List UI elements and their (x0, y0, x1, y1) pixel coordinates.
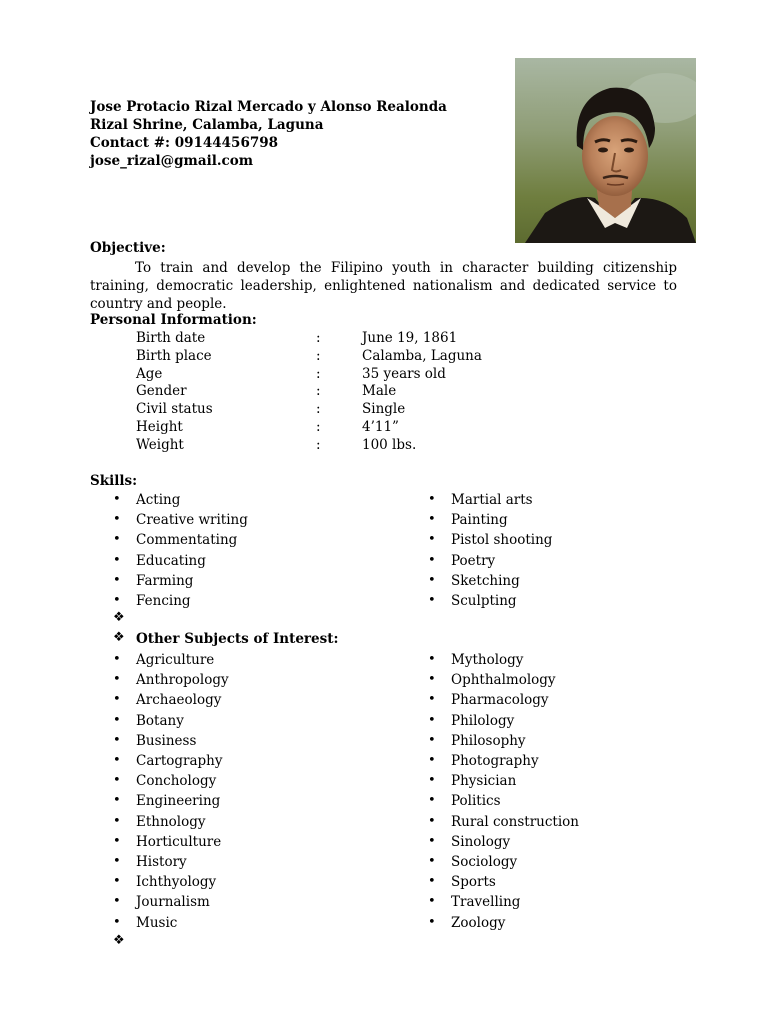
applicant-email: jose_rizal@gmail.com (90, 153, 254, 169)
bullet-icon: • (428, 773, 436, 789)
header-block (90, 98, 447, 170)
subject-label: Business (136, 732, 197, 749)
info-label: Gender (136, 383, 187, 400)
info-label: Birth date (136, 330, 206, 346)
bullet-icon: • (428, 894, 436, 910)
subject-label: Philosophy (451, 732, 526, 749)
objective-title: Objective: (90, 240, 166, 256)
skill-label: Pistol shooting (451, 532, 553, 549)
skill-label: Sketching (451, 572, 520, 589)
subject-label: Sinology (451, 833, 511, 850)
bullet-icon: • (113, 652, 121, 667)
personal-info-row (136, 330, 536, 348)
info-value: Male (362, 383, 397, 400)
bullet-icon: • (428, 914, 436, 930)
skill-label: Sculpting (451, 593, 517, 609)
info-colon: : (316, 419, 321, 435)
bullet-icon: • (428, 512, 436, 528)
diamond-bullet-icon: ❖ (113, 610, 125, 625)
info-value: Calamba, Laguna (362, 347, 482, 364)
bullet-icon: • (428, 552, 436, 568)
bullet-icon: • (113, 732, 121, 748)
subject-label: Ophthalmology (451, 672, 556, 689)
skill-label: Educating (136, 552, 206, 569)
subject-label: Zoology (451, 914, 506, 931)
subject-label: Travelling (451, 894, 521, 911)
info-colon: : (316, 330, 321, 346)
info-label: Weight (136, 436, 184, 453)
bullet-icon: • (428, 793, 436, 809)
bullet-icon: • (113, 894, 121, 910)
subject-label: Pharmacology (451, 692, 549, 709)
subject-label: Physician (451, 773, 517, 790)
info-label: Birth place (136, 347, 212, 364)
bullet-icon: • (428, 753, 436, 768)
diamond-bullet-icon: ❖ (113, 933, 125, 948)
other-subjects-title: Other Subjects of Interest: (136, 631, 339, 647)
bullet-icon: • (113, 854, 121, 869)
subject-label: Mythology (451, 652, 524, 668)
bullet-icon: • (428, 492, 436, 507)
bullet-icon: • (113, 672, 121, 688)
objective-text (90, 259, 677, 313)
subject-label: Ethnology (136, 813, 206, 830)
subject-label: Sociology (451, 854, 518, 870)
subject-label: Politics (451, 793, 501, 810)
info-label: Height (136, 419, 183, 435)
info-label: Civil status (136, 401, 213, 418)
diamond-bullet-icon: ❖ (113, 630, 125, 645)
skill-label: Martial arts (451, 492, 533, 508)
subject-label: Archaeology (136, 692, 222, 709)
bullet-icon: • (113, 874, 121, 890)
bullet-icon: • (428, 572, 436, 588)
applicant-name: Jose Protacio Rizal Mercado y Alonso Realonda (90, 99, 447, 115)
info-value: 4’11” (362, 419, 399, 435)
bullet-icon: • (428, 833, 436, 849)
info-colon: : (316, 401, 321, 418)
info-colon: : (316, 436, 321, 453)
bullet-icon: • (428, 874, 436, 890)
info-colon: : (316, 365, 321, 382)
skill-label: Poetry (451, 552, 496, 569)
bullet-icon: • (113, 712, 121, 728)
skill-label: Painting (451, 512, 508, 529)
bullet-icon: • (113, 833, 121, 849)
bullet-icon: • (113, 512, 121, 528)
bullet-icon: • (113, 692, 121, 708)
portrait-photo (515, 58, 696, 243)
bullet-icon: • (428, 712, 436, 728)
personal-info-row (136, 348, 536, 366)
bullet-icon: • (113, 813, 121, 829)
applicant-contact: Contact #: 09144456798 (90, 135, 279, 151)
bullet-icon: • (113, 492, 121, 507)
bullet-icon: • (428, 692, 436, 708)
bullet-icon: • (428, 732, 436, 748)
personal-info-row (136, 401, 536, 419)
skill-label: Acting (136, 492, 181, 508)
bullet-icon: • (113, 753, 121, 768)
info-colon: : (316, 347, 321, 364)
personal-info-row (136, 366, 536, 384)
personal-info-title: Personal Information: (90, 312, 257, 328)
subject-label: Philology (451, 712, 515, 729)
skill-label: Fencing (136, 593, 191, 609)
subject-label: Photography (451, 753, 539, 769)
subject-label: Engineering (136, 793, 221, 810)
subject-label: Ichthyology (136, 874, 217, 891)
bullet-icon: • (428, 813, 436, 829)
subject-label: Cartography (136, 753, 223, 769)
bullet-icon: • (428, 652, 436, 667)
info-value: June 19, 1861 (362, 330, 458, 346)
bullet-icon: • (113, 793, 121, 809)
subject-label: Music (136, 914, 178, 931)
subject-label: Sports (451, 874, 496, 891)
subject-label: Horticulture (136, 833, 222, 850)
subject-label: Rural construction (451, 813, 579, 830)
personal-info-row (136, 383, 536, 401)
objective-body: To train and develop the Filipino youth in character building citizenship training, democratic leadership, enlightened nationalism and dedicated service to country and people. (90, 260, 677, 312)
bullet-icon: • (113, 552, 121, 568)
info-value: 35 years old (362, 365, 446, 382)
applicant-address: Rizal Shrine, Calamba, Laguna (90, 117, 324, 133)
bullet-icon: • (428, 854, 436, 869)
skills-title: Skills: (90, 473, 138, 489)
skill-label: Farming (136, 572, 194, 589)
subject-label: History (136, 854, 187, 870)
skill-label: Commentating (136, 532, 238, 549)
personal-info-row (136, 419, 536, 437)
bullet-icon: • (113, 914, 121, 930)
info-label: Age (136, 365, 163, 382)
subject-label: Journalism (136, 894, 210, 911)
info-value: Single (362, 401, 406, 418)
bullet-icon: • (428, 532, 436, 548)
bullet-icon: • (113, 532, 121, 548)
personal-info-row (136, 437, 536, 455)
subject-label: Conchology (136, 773, 217, 790)
bullet-icon: • (428, 672, 436, 688)
subject-label: Anthropology (136, 672, 229, 689)
bullet-icon: • (113, 773, 121, 789)
bullet-icon: • (113, 572, 121, 588)
bullet-icon: • (428, 593, 436, 608)
bullet-icon: • (113, 593, 121, 608)
subject-label: Agriculture (136, 652, 215, 668)
subject-label: Botany (136, 712, 184, 729)
skill-label: Creative writing (136, 512, 248, 529)
info-colon: : (316, 383, 321, 400)
info-value: 100 lbs. (362, 436, 417, 453)
